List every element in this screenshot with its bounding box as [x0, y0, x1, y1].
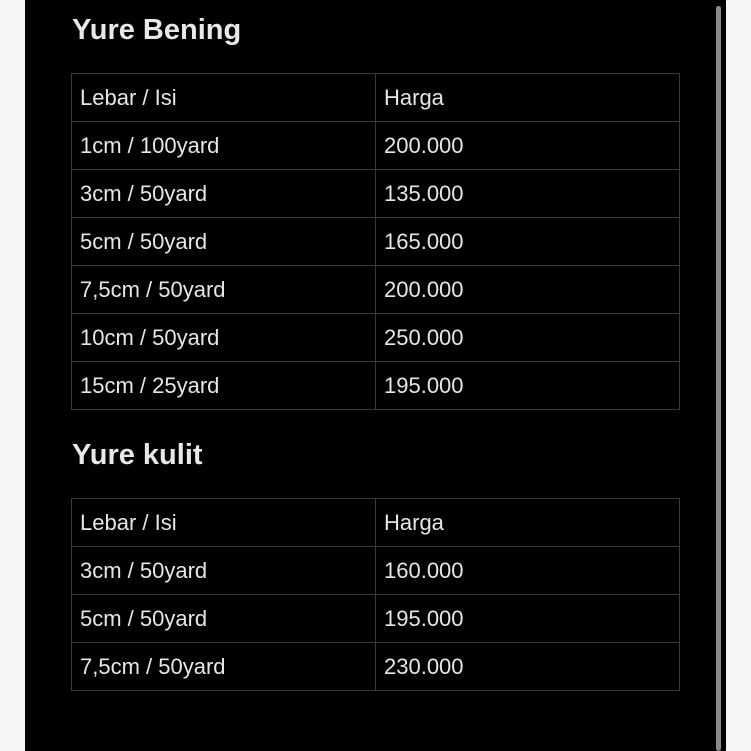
price-cell: 200.000 [376, 122, 680, 170]
table-row [72, 218, 680, 266]
size-cell: 5cm / 50yard [72, 218, 376, 266]
header-cell-price: Harga [376, 499, 680, 547]
section-title-yure-kulit: Yure kulit [72, 439, 203, 471]
size-cell: 3cm / 50yard [72, 547, 376, 595]
price-table-yure-bening [71, 73, 680, 410]
table-row [72, 122, 680, 170]
price-cell: 165.000 [376, 218, 680, 266]
table-row [72, 595, 680, 643]
size-cell: 3cm / 50yard [72, 170, 376, 218]
price-cell: 195.000 [376, 595, 680, 643]
header-cell-size: Lebar / Isi [72, 499, 376, 547]
table-row [72, 170, 680, 218]
header-cell-price: Harga [376, 74, 680, 122]
size-cell: 5cm / 50yard [72, 595, 376, 643]
price-table-yure-kulit [71, 498, 680, 691]
vertical-scrollbar[interactable] [716, 6, 721, 751]
price-cell: 250.000 [376, 314, 680, 362]
size-cell: 7,5cm / 50yard [72, 266, 376, 314]
price-cell: 200.000 [376, 266, 680, 314]
size-cell: 1cm / 100yard [72, 122, 376, 170]
size-cell: 10cm / 50yard [72, 314, 376, 362]
table-row [72, 643, 680, 691]
table-header-row [72, 74, 680, 122]
section-title-yure-bening: Yure Bening [72, 14, 242, 46]
header-cell-size: Lebar / Isi [72, 74, 376, 122]
table-header-row [72, 499, 680, 547]
table-row [72, 314, 680, 362]
table-row [72, 547, 680, 595]
price-cell: 160.000 [376, 547, 680, 595]
price-cell: 230.000 [376, 643, 680, 691]
table-row [72, 362, 680, 410]
size-cell: 15cm / 25yard [72, 362, 376, 410]
table-row [72, 266, 680, 314]
price-cell: 135.000 [376, 170, 680, 218]
size-cell: 7,5cm / 50yard [72, 643, 376, 691]
price-cell: 195.000 [376, 362, 680, 410]
